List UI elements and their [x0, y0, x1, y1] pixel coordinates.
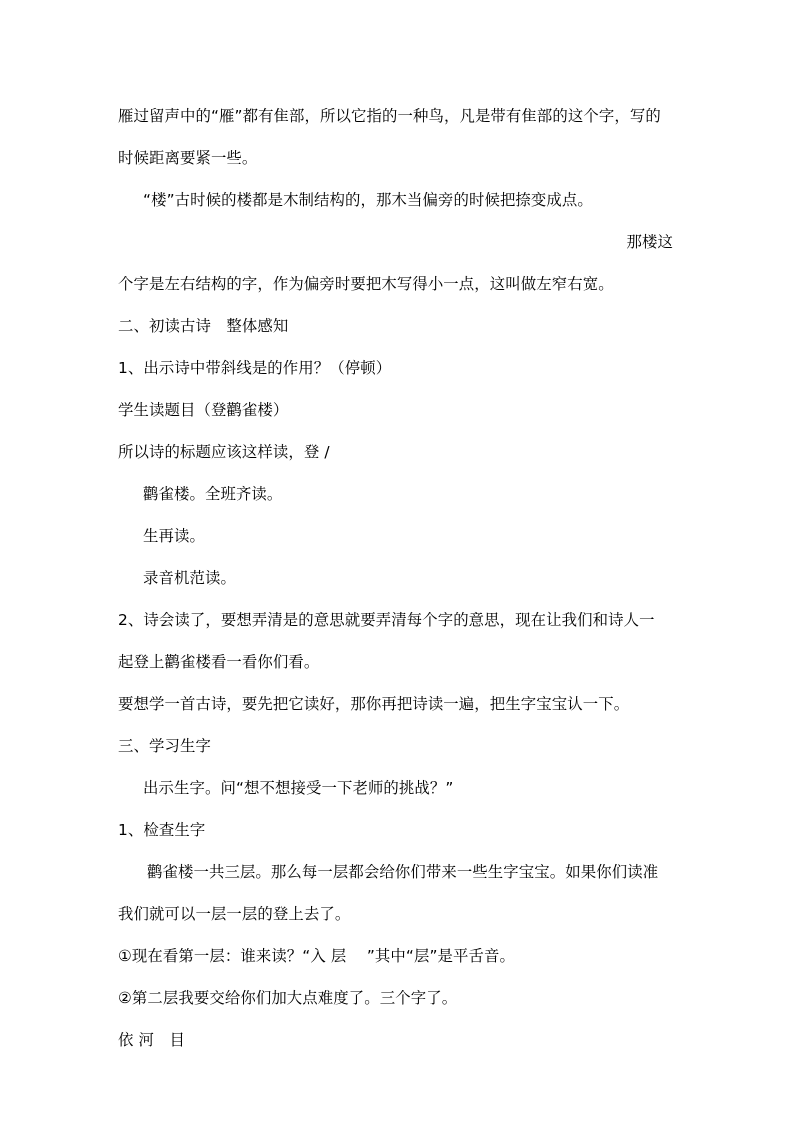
paragraph-line-12: 录音机范读。	[143, 569, 236, 587]
paragraph-line-7: 1、出示诗中带斜线是的作用？（停顿）	[118, 359, 392, 377]
paragraph-line-11: 生再读。	[143, 527, 205, 545]
paragraph-line-22: ②第二层我要交给你们加大点难度了。三个字了。	[118, 989, 458, 1007]
paragraph-line-4: 那楼这	[626, 233, 673, 251]
paragraph-line-18: 1、检查生字	[118, 821, 206, 839]
paragraph-line-2: 时候距离要紧一些。	[118, 149, 258, 167]
paragraph-line-23: 依 河 目	[118, 1031, 185, 1049]
paragraph-line-19: 鹳雀楼一共三层。那么每一层都会给你们带来一些生字宝宝。如果你们读准	[147, 863, 659, 881]
section-heading-2: 二、初读古诗 整体感知	[118, 317, 289, 335]
paragraph-line-20: 我们就可以一层一层的登上去了。	[118, 905, 351, 923]
paragraph-line-3: “楼”古时候的楼都是木制结构的，那木当偏旁的时候把捺变成点。	[143, 191, 593, 209]
paragraph-line-15: 要想学一首古诗，要先把它读好，那你再把诗读一遍，把生字宝宝认一下。	[118, 695, 630, 713]
paragraph-line-5: 个字是左右结构的字，作为偏旁时要把木写得小一点，这叫做左窄右宽。	[118, 275, 614, 293]
paragraph-line-14: 起登上鹳雀楼看一看你们看。	[118, 653, 320, 671]
paragraph-line-8: 学生读题目（登鹳雀楼）	[118, 401, 289, 419]
paragraph-line-9: 所以诗的标题应该这样读，登 /	[118, 443, 330, 461]
paragraph-line-1: 雁过留声中的“雁”都有隹部，所以它指的一种鸟，凡是带有隹部的这个字，写的	[118, 107, 661, 125]
paragraph-line-17: 出示生字。问“想不想接受一下老师的挑战？”	[143, 779, 454, 797]
paragraph-line-21: ①现在看第一层：谁来读？“入 层 ”其中“层”是平舌音。	[118, 947, 515, 965]
paragraph-line-10: 鹳雀楼。全班齐读。	[143, 485, 283, 503]
paragraph-line-13: 2、诗会读了，要想弄清是的意思就要弄清每个字的意思，现在让我们和诗人一	[118, 611, 655, 629]
section-heading-3: 三、学习生字	[118, 737, 211, 755]
